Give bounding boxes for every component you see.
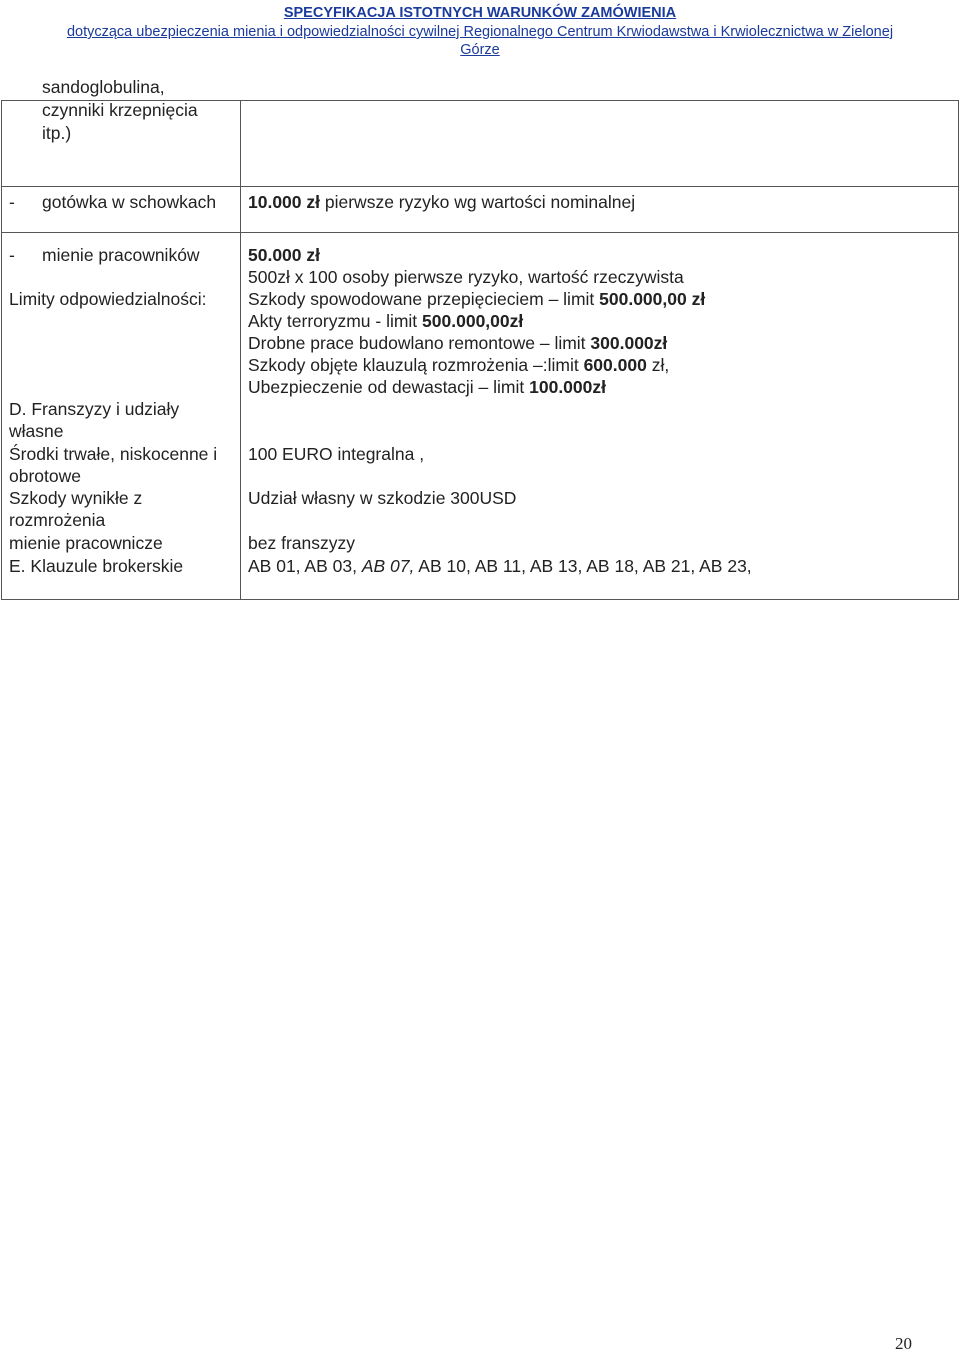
limits-label: Limity odpowiedzialności: [9, 289, 207, 309]
limit-amount: 600.000 [583, 355, 647, 375]
employees-dash: - [9, 245, 15, 265]
clauses-italic: AB 07, [361, 556, 415, 576]
row-divider [1, 186, 959, 187]
fixed-assets-label-1: Środki trwałe, niskocenne i [9, 444, 218, 464]
clauses-label: E. Klauzule brokerskie [9, 556, 184, 576]
document-subtitle [0, 23, 960, 59]
franchise-heading-2: własne [9, 421, 64, 441]
limit-amount: 300.000zł [590, 333, 668, 353]
cash-dash: - [9, 192, 15, 212]
limit-item [248, 332, 667, 355]
limit-text: Akty terroryzmu - limit [248, 311, 423, 331]
plasma-line-3: itp.) [42, 123, 72, 143]
clauses-value [248, 555, 752, 578]
fixed-assets-label-2: obrotowe [9, 466, 81, 486]
cash-value [248, 191, 635, 214]
page-number: 20 [895, 1334, 912, 1353]
cash-desc: pierwsze ryzyko wg wartości nominalnej [324, 192, 636, 212]
limit-suffix: zł, [646, 355, 670, 375]
subtitle-line-2: Górze [460, 42, 500, 58]
staff-property-value: bez franszyzy [248, 533, 355, 553]
limit-item [248, 354, 669, 377]
limit-text: Szkody spowodowane przepięcieciem – limit [248, 289, 600, 309]
document-title: SPECYFIKACJA ISTOTNYCH WARUNKÓW ZAMÓWIENIA [283, 5, 677, 21]
employees-amount: 50.000 zł [248, 245, 320, 265]
thaw-label-2: rozmrożenia [9, 510, 106, 530]
thaw-value: Udział własny w szkodzie 300USD [248, 488, 517, 508]
limit-item [248, 288, 705, 311]
clauses-part-1: AB 01, AB 03, [248, 556, 362, 576]
clauses-part-2: AB 10, AB 11, AB 13, AB 18, AB 21, AB 23, [414, 556, 752, 576]
limit-text: Ubezpieczenie od dewastacji – limit [248, 377, 530, 397]
limit-amount: 500.000,00 zł [599, 289, 706, 309]
staff-property-label: mienie pracownicze [9, 533, 163, 553]
employees-label: mienie pracowników [42, 245, 200, 265]
fixed-assets-value: 100 EURO integralna , [248, 444, 425, 464]
row-divider [1, 232, 959, 233]
limit-text: Szkody objęte klauzulą rozmrożenia –:limit [248, 355, 584, 375]
employees-desc: 500zł x 100 osoby pierwsze ryzyko, wartość rzeczywista [248, 267, 684, 287]
limit-amount: 100.000zł [529, 377, 606, 397]
franchise-heading-1: D. Franszyzy i udziały [9, 399, 180, 419]
limit-item [248, 310, 523, 333]
thaw-label-1: Szkody wynikłe z [9, 488, 143, 508]
cash-amount: 10.000 zł [248, 192, 320, 212]
plasma-line-1: sandoglobulina, [42, 77, 165, 97]
subtitle-line-1: dotycząca ubezpieczenia mienia i odpowiedzialności cywilnej Regionalnego Centrum Krwiodawstwa i Krwiolecznictwa w Zielonej [66, 24, 894, 40]
limit-amount: 500.000,00zł [422, 311, 524, 331]
limit-item [248, 376, 606, 399]
cash-label: gotówka w schowkach [42, 192, 217, 212]
limit-text: Drobne prace budowlano remontowe – limit [248, 333, 591, 353]
plasma-line-2: czynniki krzepnięcia [42, 100, 198, 120]
column-divider [240, 100, 241, 600]
